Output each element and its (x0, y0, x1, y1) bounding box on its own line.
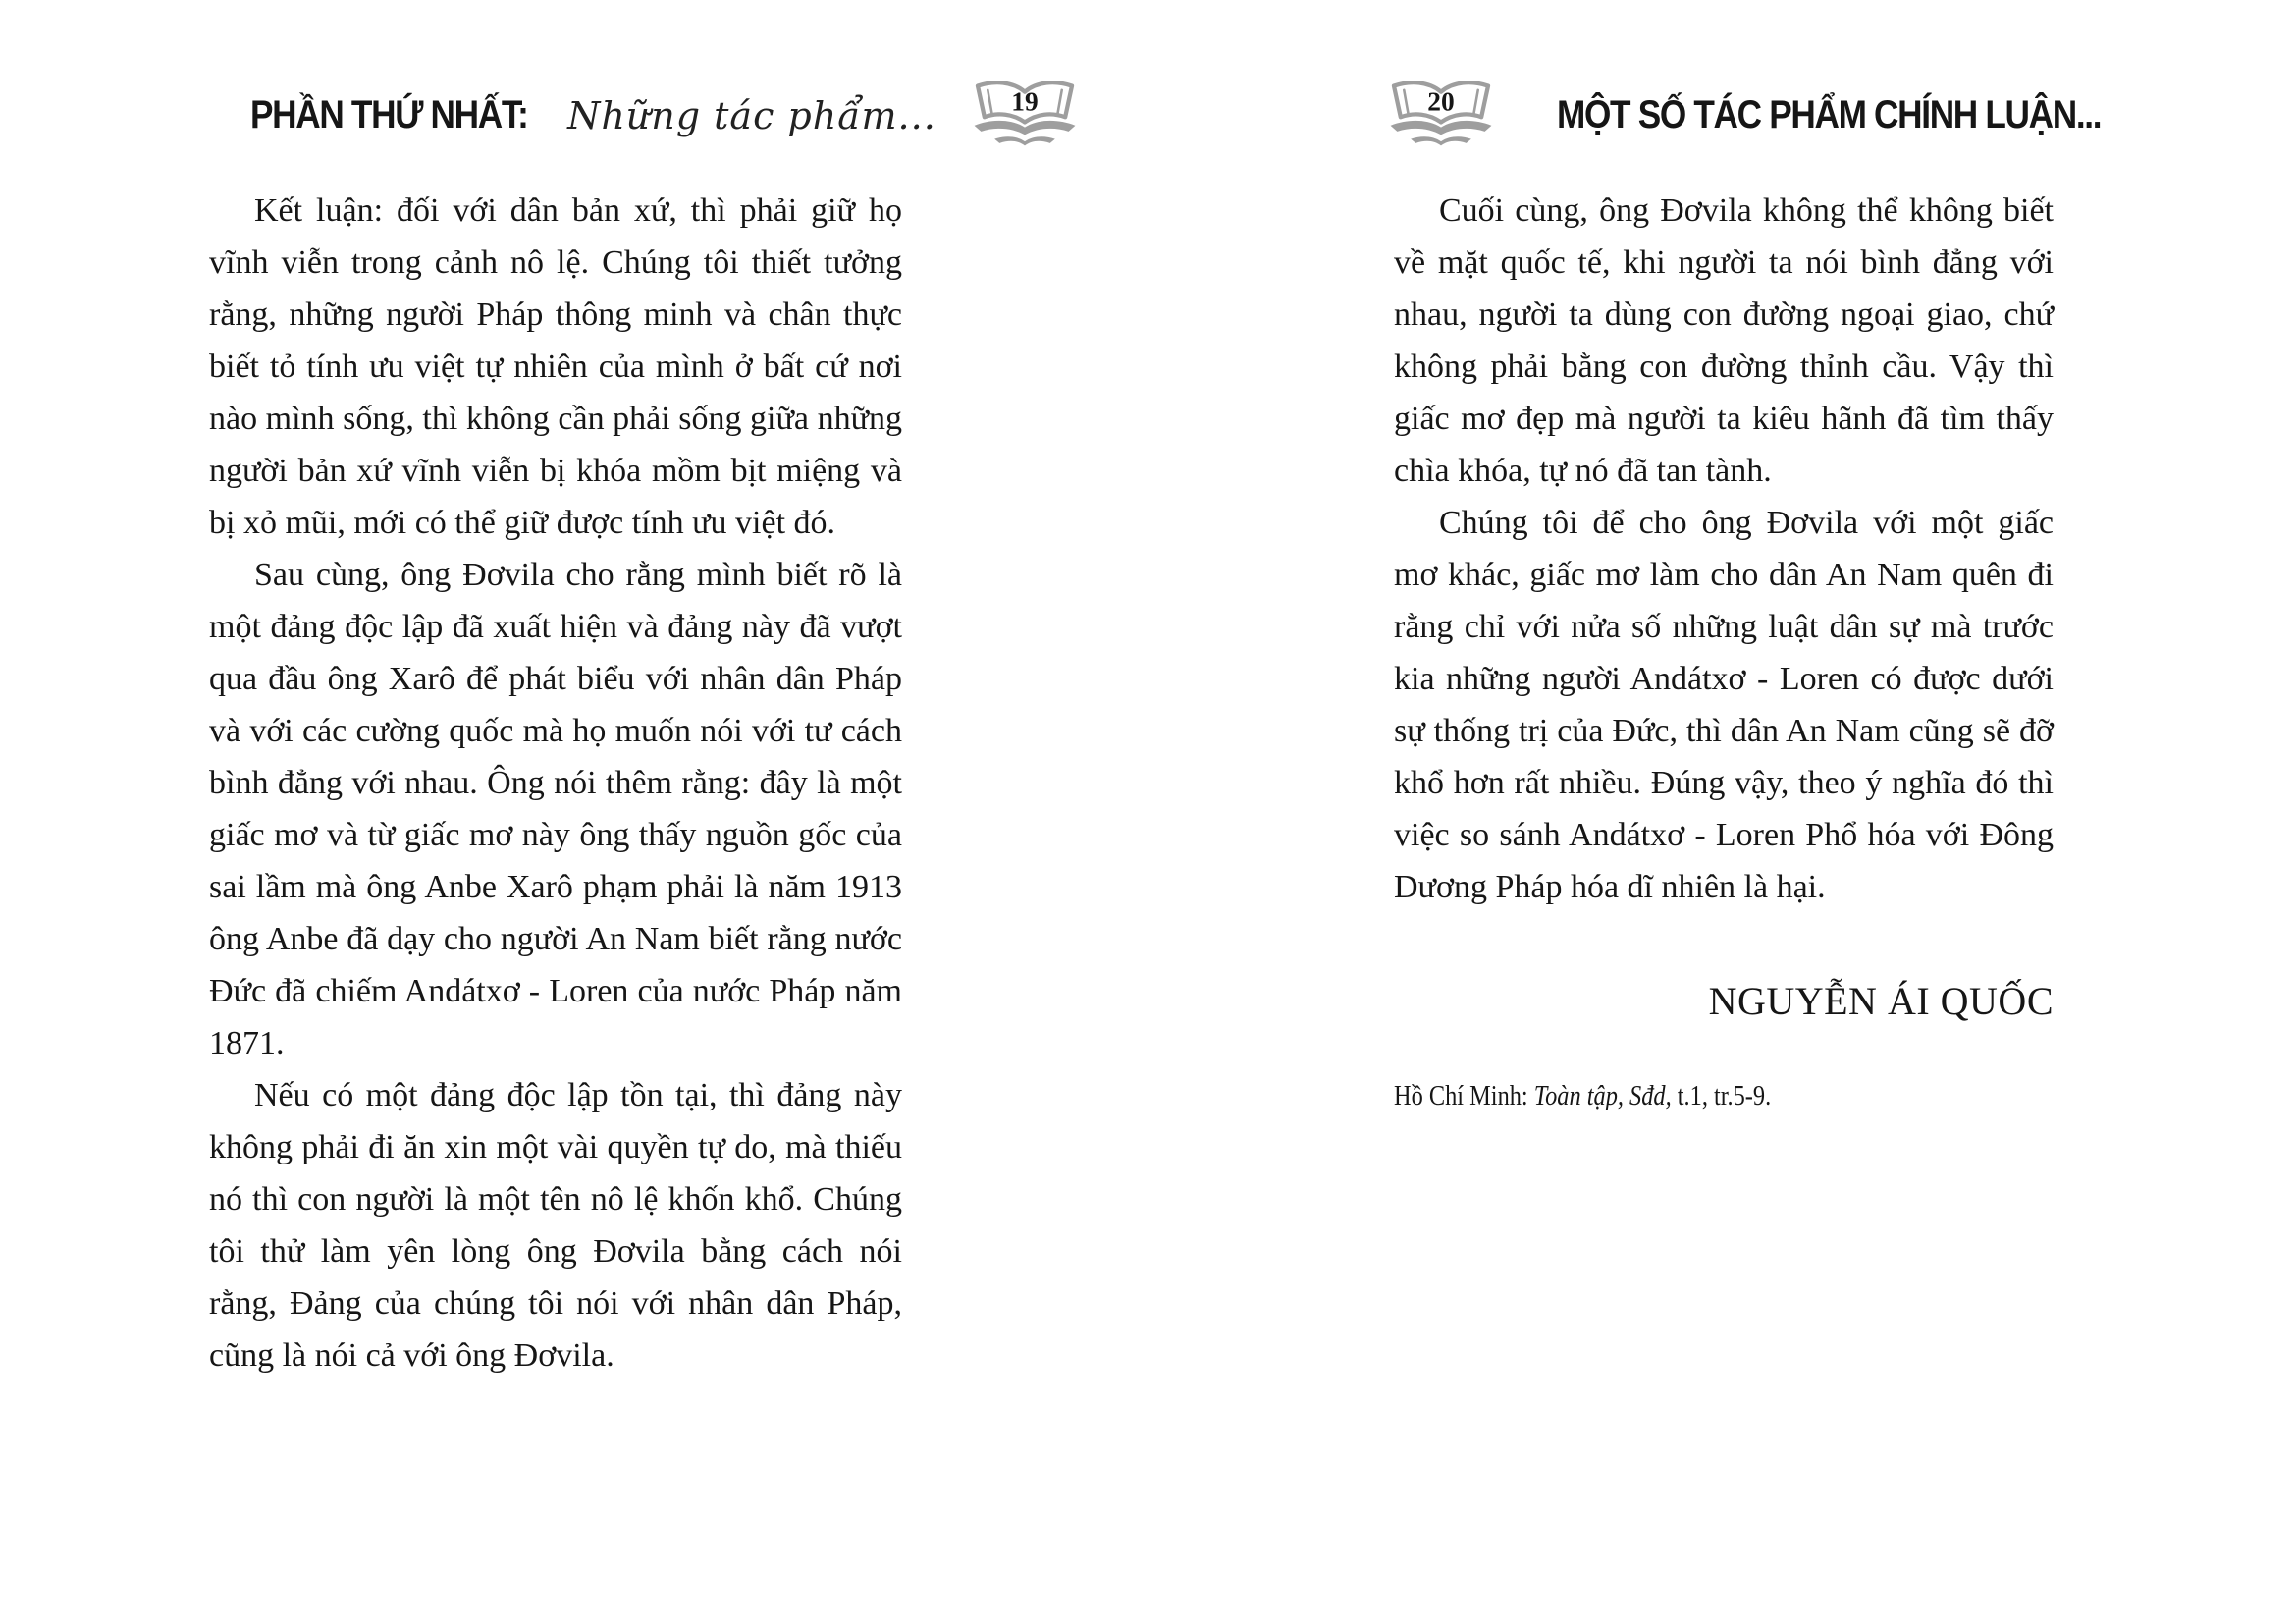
right-page-body (1394, 185, 2054, 913)
chapter-title: MỘT SỐ TÁC PHẨM CHÍNH LUẬN... (1557, 93, 2102, 136)
paragraph: Cuối cùng, ông Đơvila không thể không biết về mặt quốc tế, khi người ta nói bình đẳng với nhau, người ta dùng con đường ngoại giao, chứ không phải bằng con đường thỉnh cầu. Vậy thì giấc mơ đẹp mà người ta kiêu hãnh đã tìm thấy chìa khóa, tự nó đã tan tành. (1394, 192, 2054, 489)
paragraph: Kết luận: đối với dân bản xứ, thì phải giữ họ vĩnh viễn trong cảnh nô lệ. Chúng tôi thiết tưởng rằng, những người Pháp thông minh và chân thực biết tỏ tính ưu việt tự nhiên của mình ở bất cứ nơi nào mình sống, thì không cần phải sống giữa những người bản xứ vĩnh viễn bị khóa mồm bịt miệng và bị xỏ mũi, mới có thể giữ được tính ưu việt đó. (209, 192, 902, 541)
section-label: PHẦN THỨ NHẤT: (250, 93, 528, 136)
paragraph: Sau cùng, ông Đơvila cho rằng mình biết rõ là một đảng độc lập đã xuất hiện và đảng này đã vượt qua đầu ông Xarô để phát biểu với nhân dân Pháp và với các cường quốc mà họ muốn nói với tư cách bình đẳng với nhau. Ông nói thêm rằng: đây là một giấc mơ và từ giấc mơ này ông thấy nguồn gốc của sai lầm mà ông Anbe Xarô phạm phải là năm 1913 ông Anbe đã dạy cho người An Nam biết rằng nước Đức đã chiếm Andátxơ - Loren của nước Pháp năm 1871. (209, 557, 902, 1061)
right-running-header (1382, 77, 2175, 154)
source-citation (1394, 1080, 1771, 1112)
section-title-script: Những tác phẩm... (567, 93, 936, 137)
open-book-icon (1382, 77, 1500, 154)
open-book-icon (966, 77, 1084, 154)
paragraph: Chúng tôi để cho ông Đơvila với một giấc mơ khác, giấc mơ làm cho dân An Nam quên đi rằng chỉ với nửa số những luật dân sự mà trước kia những người Andátxơ - Loren có được dưới sự thống trị của Đức, thì dân An Nam cũng sẽ đỡ khổ hơn rất nhiều. Đúng vậy, theo ý nghĩa đó thì việc so sánh Andátxơ - Loren Phổ hóa với Đông Dương Pháp hóa dĩ nhiên là hại. (1394, 505, 2054, 905)
citation-suffix: t.1, tr.5-9. (1671, 1080, 1772, 1111)
left-page-body (209, 185, 902, 1381)
left-running-header (250, 77, 1084, 154)
page-number-left: 19 (1011, 86, 1039, 117)
citation-work-title: Toàn tập, Sđd, (1533, 1080, 1672, 1111)
page-number-right: 20 (1427, 86, 1455, 117)
paragraph: Nếu có một đảng độc lập tồn tại, thì đảng này không phải đi ăn xin một vài quyền tự do, mà thiếu nó thì con người là một tên nô lệ khốn khổ. Chúng tôi thử làm yên lòng ông Đơvila bằng cách nói rằng, Đảng của chúng tôi nói với nhân dân Pháp, cũng là nói cả với ông Đơvila. (209, 1077, 902, 1374)
citation-prefix: Hồ Chí Minh: (1394, 1080, 1534, 1111)
author-signature: NGUYỄN ÁI QUỐC (1708, 979, 2054, 1023)
